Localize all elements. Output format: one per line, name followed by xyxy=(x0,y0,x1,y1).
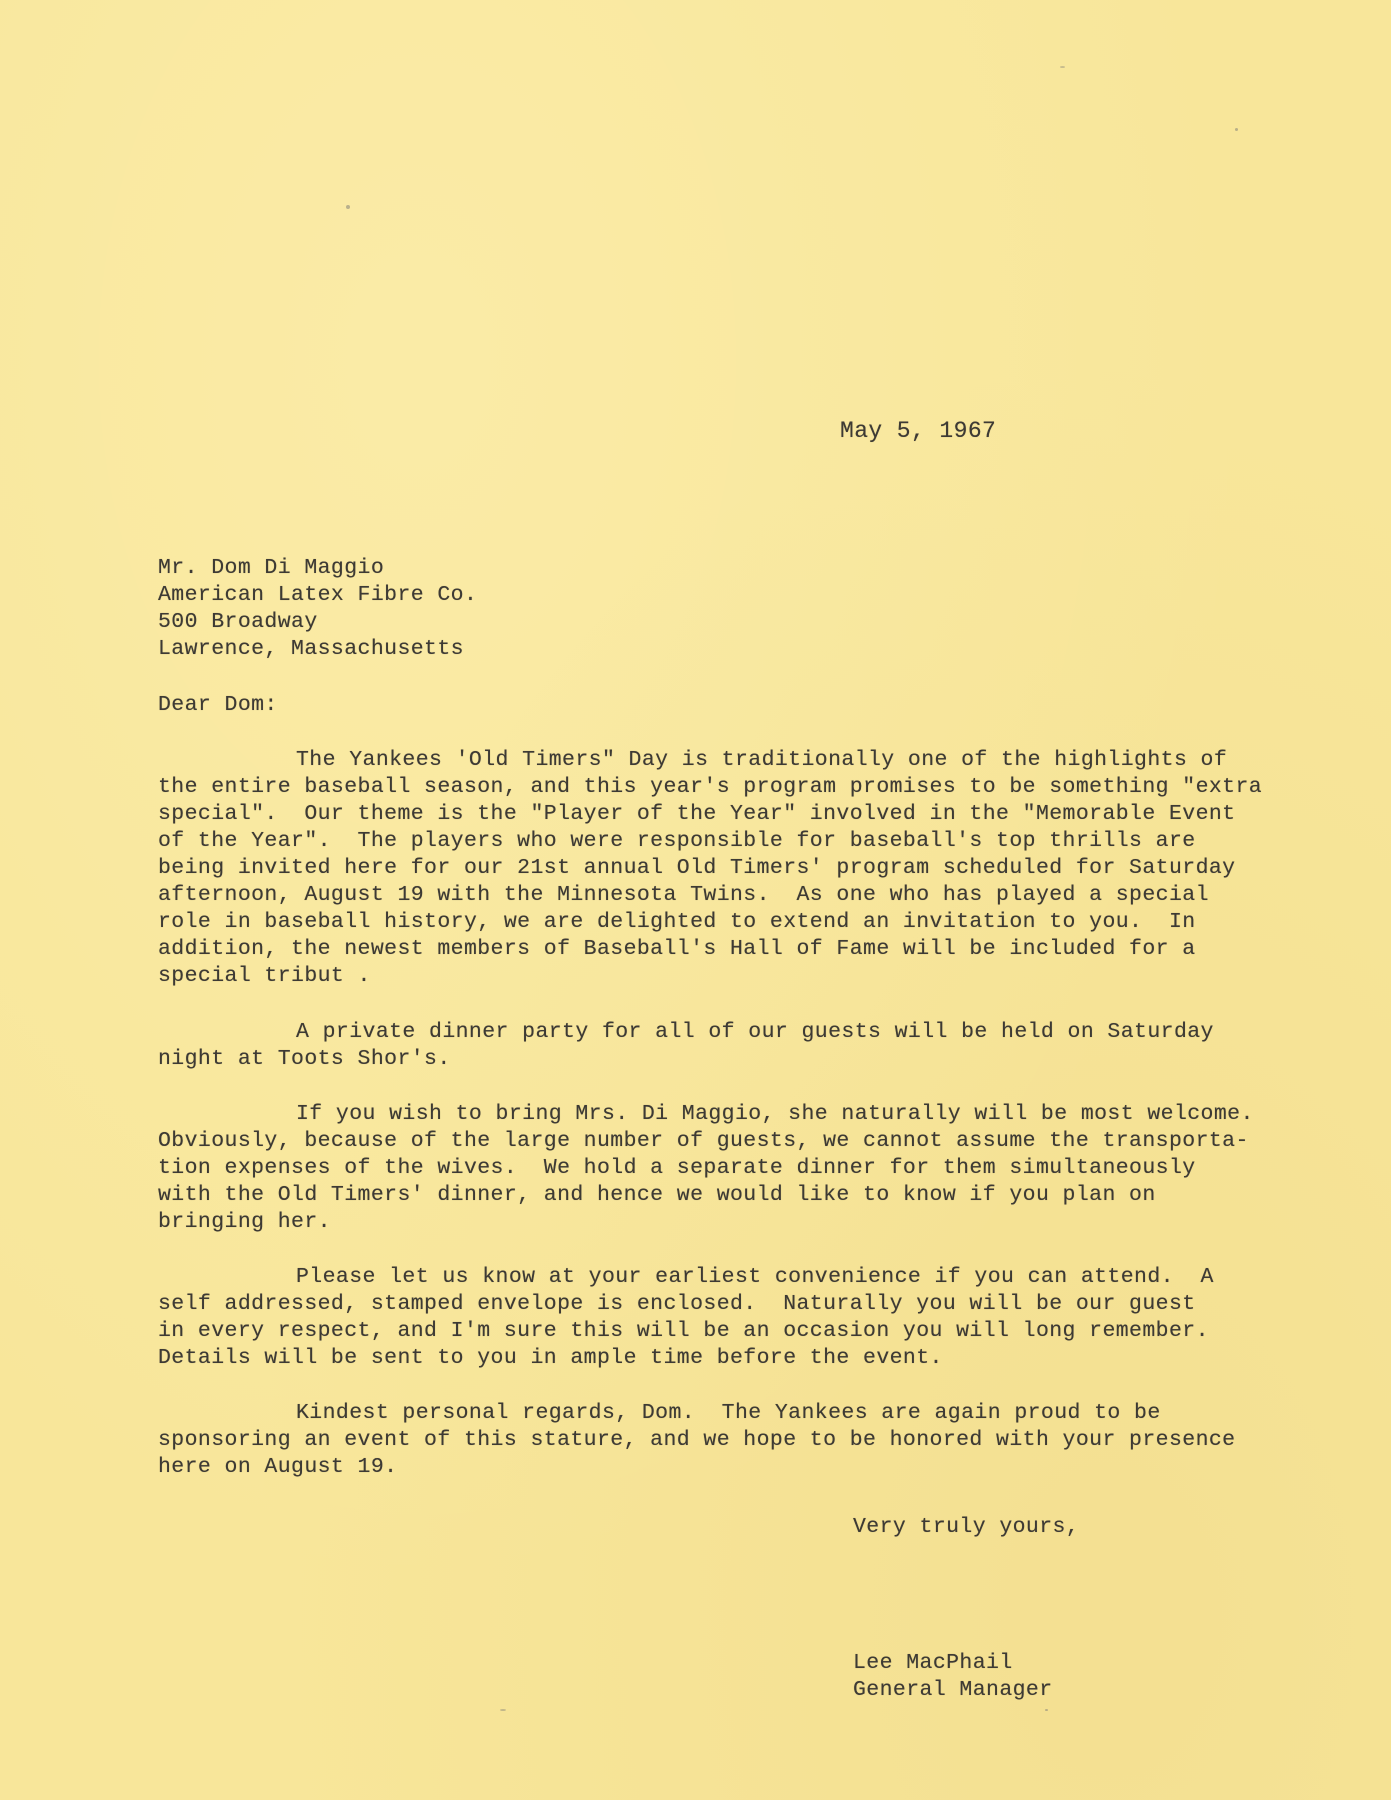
paper-speck xyxy=(1235,128,1238,131)
paper-speck xyxy=(346,205,350,209)
paragraph-1-line: The Yankees 'Old Timers" Day is traditionally one of the highlights of xyxy=(296,748,1228,772)
paragraph-3-line: If you wish to bring Mrs. Di Maggio, she naturally will be most welcome. xyxy=(296,1102,1254,1126)
signer-name: Lee MacPhail xyxy=(853,1651,1013,1675)
paragraph-5-line: Kindest personal regards, Dom. The Yankees are again proud to be xyxy=(296,1401,1161,1425)
paragraph-5-line: sponsoring an event of this stature, and we hope to be honored with your presence xyxy=(158,1428,1236,1452)
paragraph-1-line: addition, the newest members of Baseball's Hall of Fame will be included for a xyxy=(158,937,1196,961)
paragraph-4-line: Please let us know at your earliest convenience if you can attend. A xyxy=(296,1265,1214,1289)
paper-speck xyxy=(1045,1709,1048,1711)
paragraph-1-line: the entire baseball season, and this year's program promises to be something "extra xyxy=(158,775,1263,799)
paper-speck xyxy=(500,1709,506,1711)
paragraph-3-line: with the Old Timers' dinner, and hence we would like to know if you plan on xyxy=(158,1183,1156,1207)
paragraph-3-line: Obviously, because of the large number of guests, we cannot assume the transporta- xyxy=(158,1129,1249,1153)
paragraph-2-line: A private dinner party for all of our guests will be held on Saturday xyxy=(296,1020,1214,1044)
recipient-city: Lawrence, Massachusetts xyxy=(158,637,464,661)
paper-speck xyxy=(1060,66,1065,68)
paragraph-1-line: role in baseball history, we are delighted to extend an invitation to you. In xyxy=(158,910,1196,934)
paragraph-1-line: being invited here for our 21st annual Old Timers' program scheduled for Saturday xyxy=(158,856,1236,880)
paragraph-2-line: night at Toots Shor's. xyxy=(158,1047,451,1071)
recipient-street: 500 Broadway xyxy=(158,610,318,634)
paragraph-1-line: special". Our theme is the "Player of the Year" involved in the "Memorable Event xyxy=(158,802,1236,826)
paragraph-1-line: of the Year". The players who were responsible for baseball's top thrills are xyxy=(158,829,1196,853)
paragraph-3-line: tion expenses of the wives. We hold a separate dinner for them simultaneously xyxy=(158,1156,1196,1180)
paragraph-3-line: bringing her. xyxy=(158,1210,331,1234)
paragraph-1-line: afternoon, August 19 with the Minnesota Twins. As one who has played a special xyxy=(158,883,1209,907)
paragraph-4-line: self addressed, stamped envelope is enclosed. Naturally you will be our guest xyxy=(158,1292,1196,1316)
paragraph-4-line: Details will be sent to you in ample time before the event. xyxy=(158,1346,943,1370)
letter-date: May 5, 1967 xyxy=(840,418,997,444)
paragraph-1-line: special tribut . xyxy=(158,964,371,988)
salutation: Dear Dom: xyxy=(158,693,278,717)
recipient-company: American Latex Fibre Co. xyxy=(158,583,478,607)
paragraph-4-line: in every respect, and I'm sure this will be an occasion you will long remember. xyxy=(158,1319,1209,1343)
closing: Very truly yours, xyxy=(853,1515,1080,1539)
recipient-name: Mr. Dom Di Maggio xyxy=(158,556,385,580)
paragraph-5-line: here on August 19. xyxy=(158,1455,398,1479)
signer-title: General Manager xyxy=(853,1678,1053,1702)
